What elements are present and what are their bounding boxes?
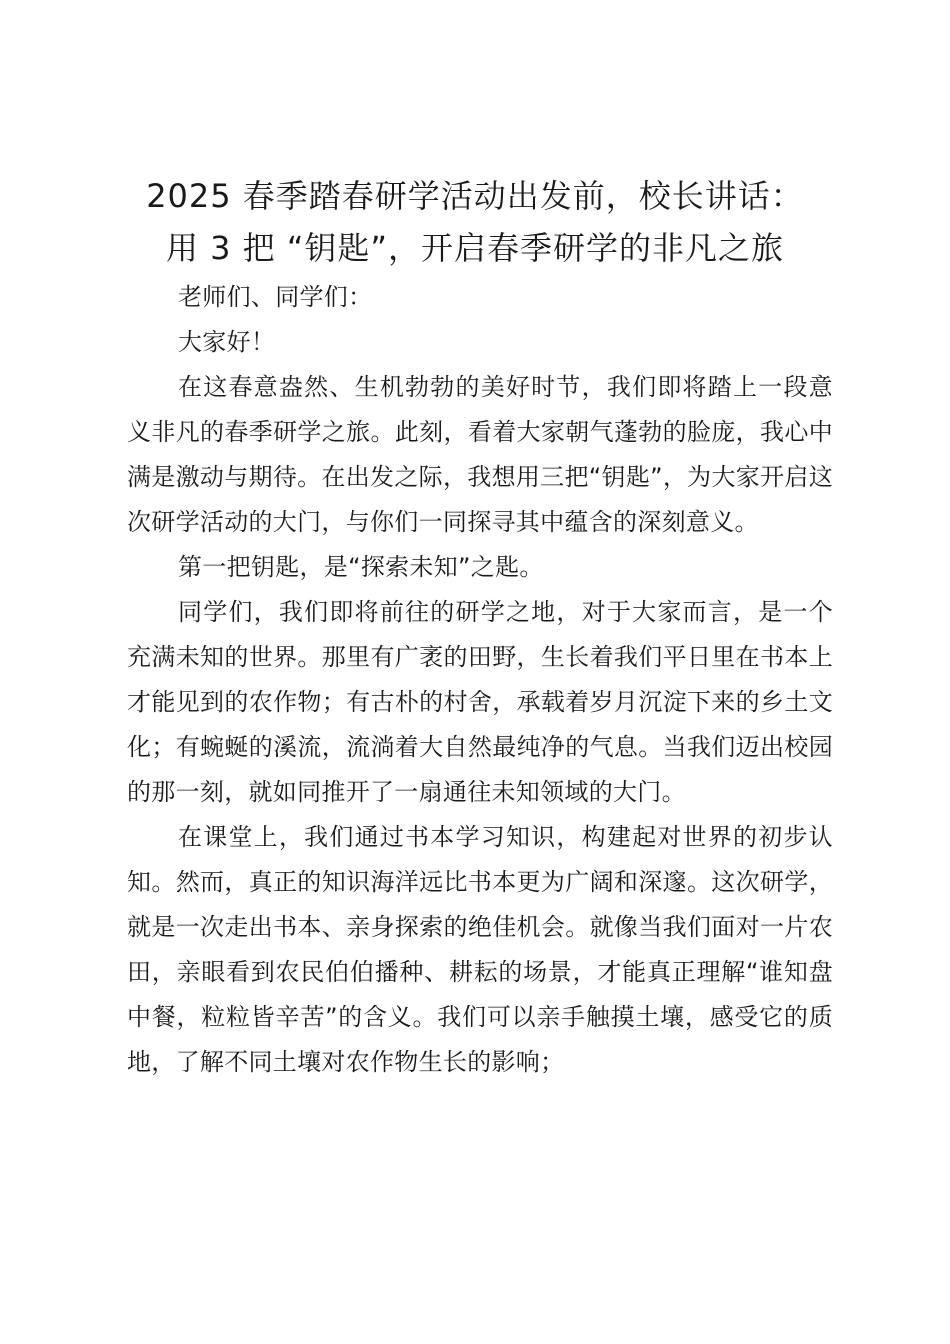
- title-line-2: 用 3 把 “钥匙”，开启春季研学的非凡之旅: [165, 229, 785, 267]
- greeting-line: 老师们、同学们：: [178, 283, 373, 311]
- title-line-1: 2025 春季踏春研学活动出发前，校长讲话：: [146, 177, 804, 215]
- section-heading: 第一把钥匙，是“探索未知”之匙。: [178, 553, 544, 581]
- document-title: [100, 170, 850, 274]
- body-paragraph: 在课堂上，我们通过书本学习知识，构建起对世界的初步认知。然而，真正的知识海洋远比书本更为广阔和深邃。这次研学，就是一次走出书本、亲身探索的绝佳机会。就像当我们面对一片农田，亲眼看到农民伯伯播种、耕耘的场景，才能真正理解“谁知盘中餐，粒粒皆辛苦”的含义。我们可以亲手触摸土壤，感受它的质地，了解不同土壤对农作物生长的影响；: [127, 823, 833, 1076]
- document-body: [127, 275, 833, 1085]
- body-paragraph: 同学们，我们即将前往的研学之地，对于大家而言，是一个充满未知的世界。那里有广袤的田野，生长着我们平日里在书本上才能见到的农作物；有古朴的村舍，承载着岁月沉淀下来的乡土文化；有蜿蜒的溪流，流淌着大自然最纯净的气息。当我们迈出校园的那一刻，就如同推开了一扇通往未知领域的大门。: [127, 598, 833, 806]
- salutation-line: 大家好！: [178, 328, 276, 356]
- body-paragraph: 在这春意盎然、生机勃勃的美好时节，我们即将踏上一段意义非凡的春季研学之旅。此刻，看着大家朝气蓬勃的脸庞，我心中满是激动与期待。在出发之际，我想用三把“钥匙”，为大家开启这次研学活动的大门，与你们一同探寻其中蕴含的深刻意义。: [127, 373, 833, 536]
